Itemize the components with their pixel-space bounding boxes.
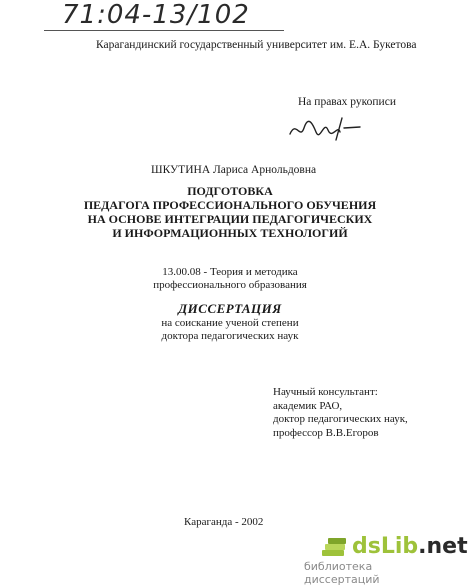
consultant-line: профессор В.В.Егоров <box>273 426 379 439</box>
book-stack-icon <box>320 536 350 560</box>
specialty-name: профессионального образования <box>153 279 307 291</box>
author-signature <box>286 110 366 146</box>
degree-line <box>110 317 350 343</box>
title-line: ПЕДАГОГА ПРОФЕССИОНАЛЬНОГО ОБУЧЕНИЯ <box>83 198 377 212</box>
specialty <box>110 266 350 292</box>
scientific-consultant <box>273 386 408 440</box>
specialty-code: 13.00.08 - Теория и методика <box>162 266 298 278</box>
title-line: НА ОСНОВЕ ИНТЕГРАЦИИ ПЕДАГОГИЧЕСКИХ <box>87 212 373 226</box>
rights-notice: На правах рукописи <box>298 96 396 108</box>
dslib-watermark[interactable] <box>290 534 468 586</box>
title-line: И ИНФОРМАЦИОННЫХ ТЕХНОЛОГИЙ <box>112 226 348 240</box>
degree-line-1: на соискание ученой степени <box>161 317 299 329</box>
degree-line-2: доктора педагогических наук <box>161 330 299 342</box>
dissertation-label: ДИССЕРТАЦИЯ <box>178 301 282 316</box>
consultant-line: доктор педагогических наук, <box>273 413 408 425</box>
dissertation-title <box>70 184 390 240</box>
author-name: ШКУТИНА Лариса Арнольдовна <box>151 164 317 176</box>
city-year: Караганда - 2002 <box>184 516 264 528</box>
watermark-logo-main: dsLib <box>352 534 419 559</box>
archive-code-underline <box>44 30 284 31</box>
archive-code: 71:04-13/102 <box>62 0 250 30</box>
consultant-heading: Научный консультант: <box>273 386 378 398</box>
university-name: Карагандинский государственный университет им. Е.А. Букетова <box>96 39 417 51</box>
watermark-logo-suffix: .net <box>418 534 468 559</box>
watermark-logo <box>352 534 468 559</box>
title-line: ПОДГОТОВКА <box>187 184 273 198</box>
watermark-tagline: библиотека диссертаций <box>304 560 380 586</box>
consultant-line: академик РАО, <box>273 399 343 412</box>
